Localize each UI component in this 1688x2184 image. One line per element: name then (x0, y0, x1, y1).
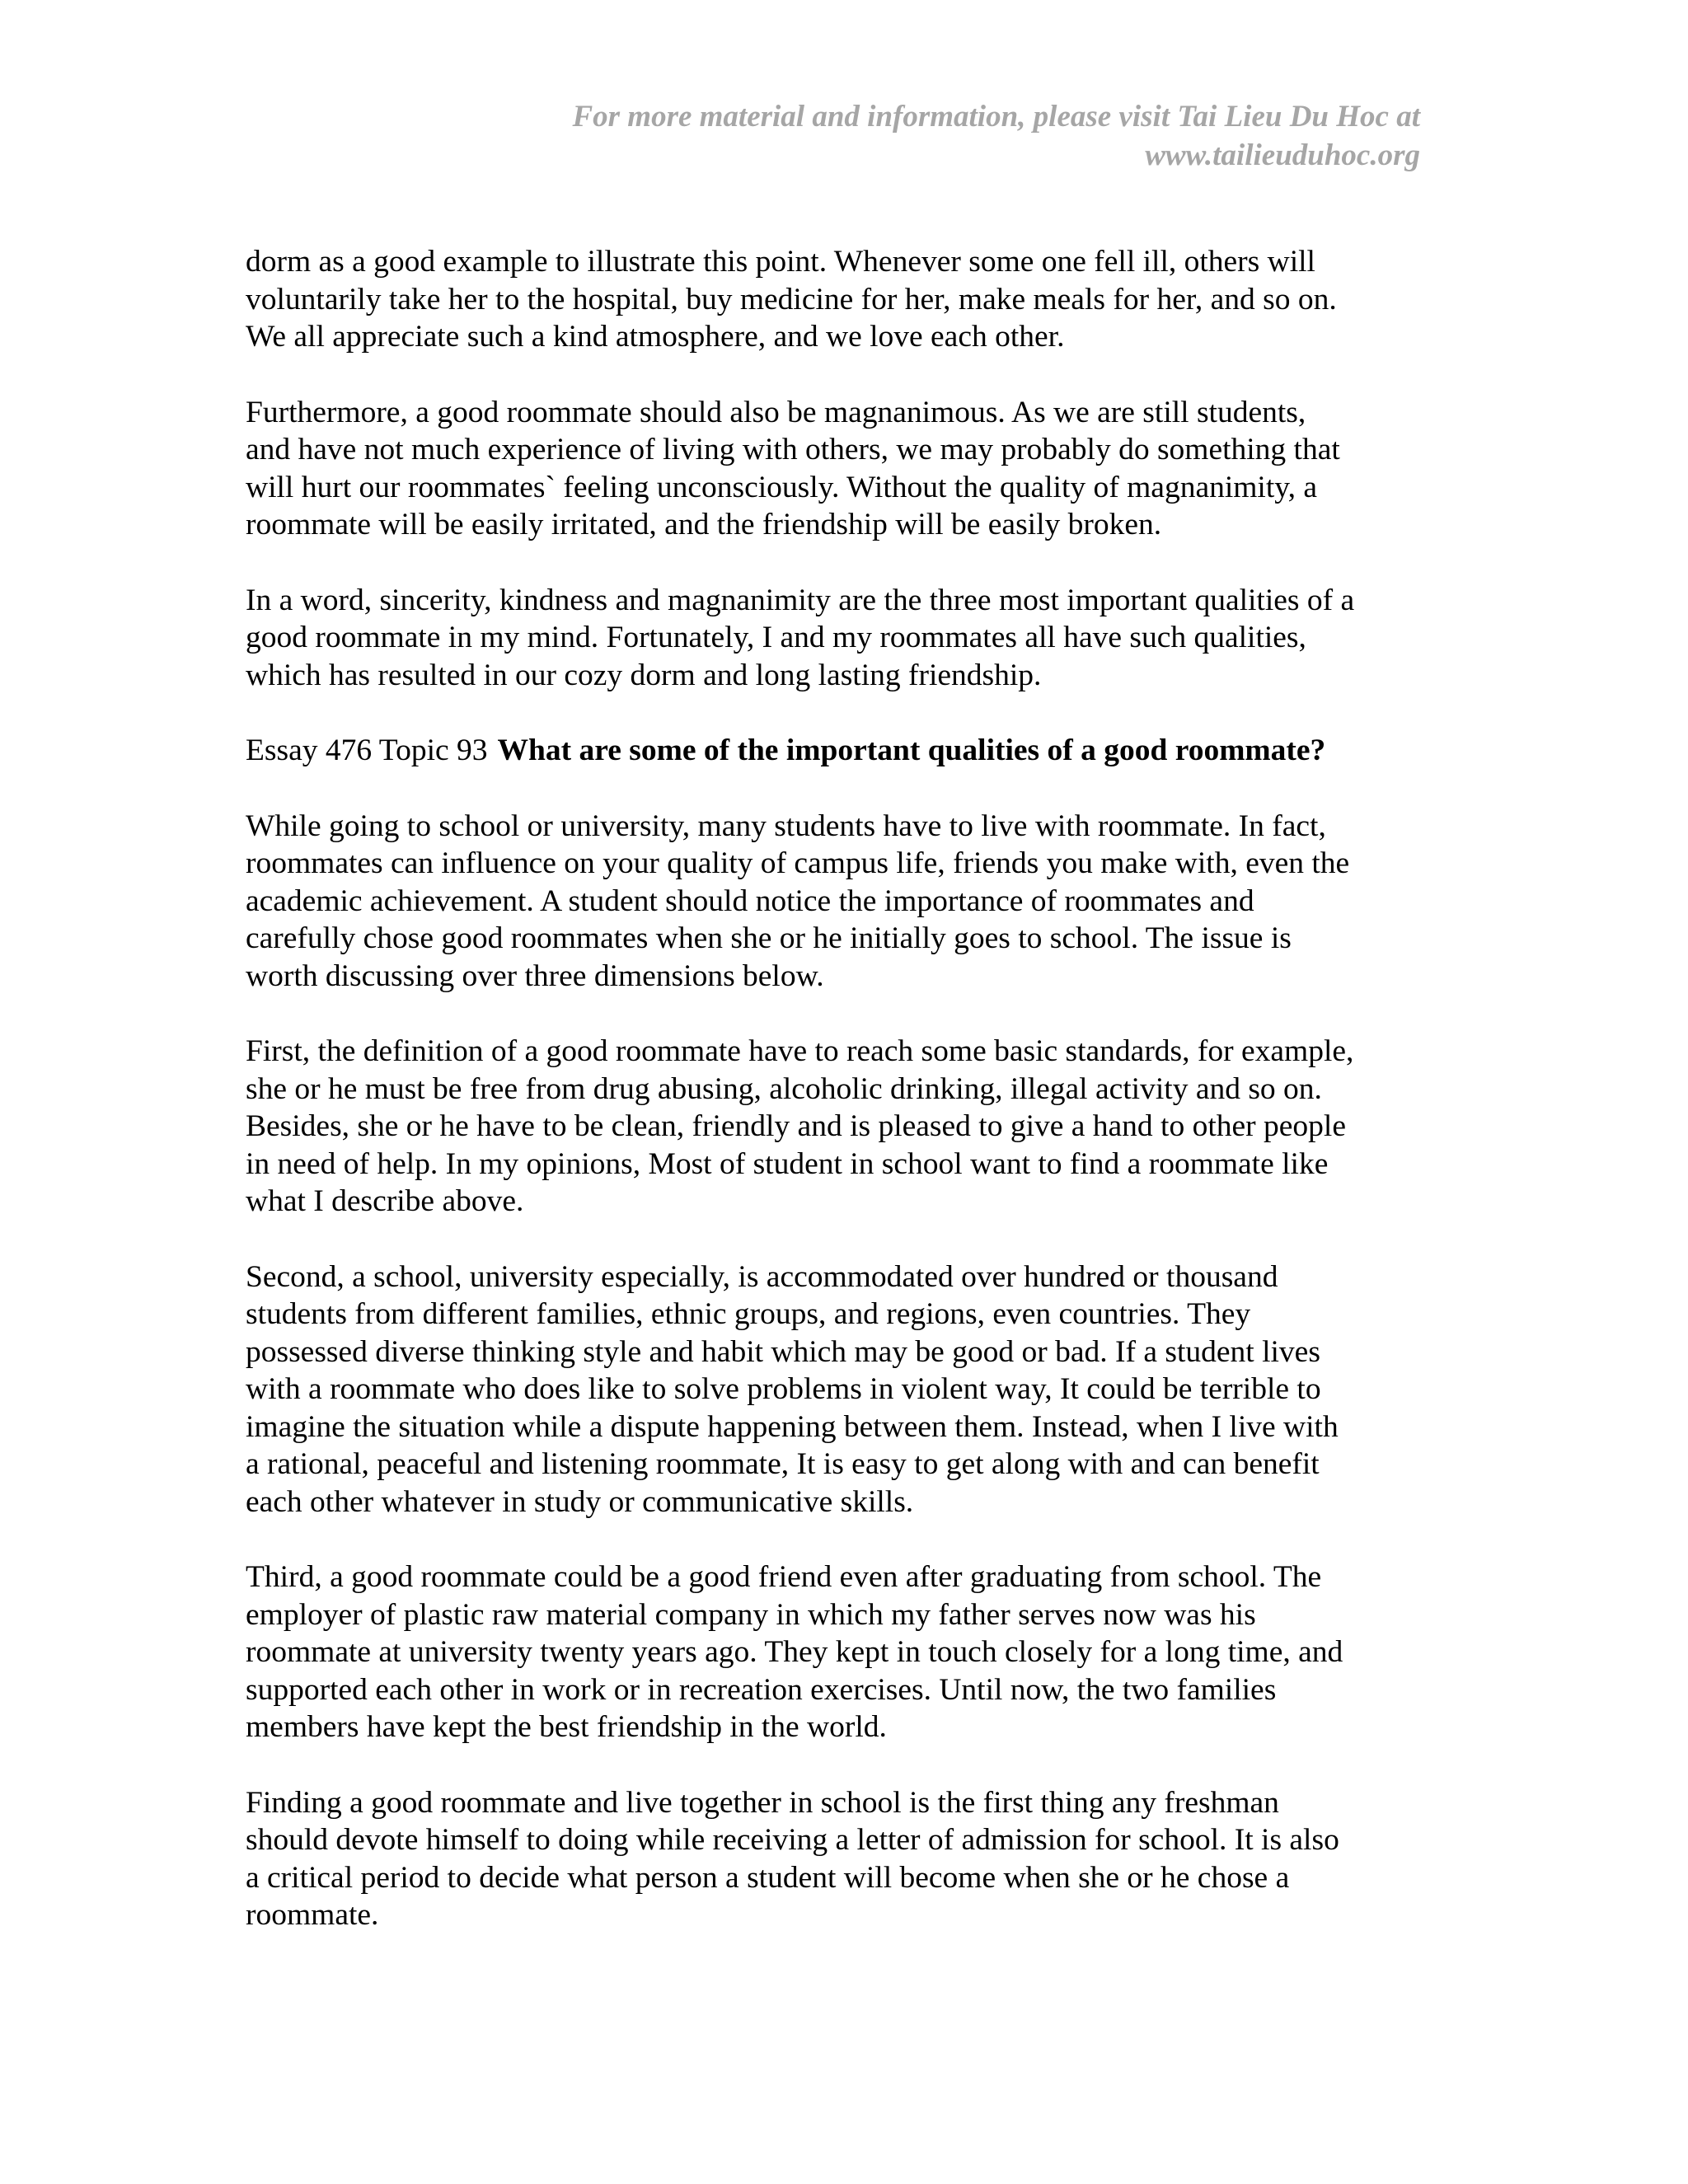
text-line: Second, a school, university especially, is accommodated over hundred or thousand (246, 1259, 1278, 1294)
text-line: in need of help. In my opinions, Most of student in school want to find a roommate like (246, 1146, 1329, 1181)
header-line-1: For more material and information, please visit Tai Lieu Du Hoc at (572, 100, 1420, 134)
text-line: each other whatever in study or communicative skills. (246, 1484, 914, 1519)
text-line: We all appreciate such a kind atmosphere, and we love each other. (246, 320, 1065, 354)
text-line: roommate will be easily irritated, and the friendship will be easily broken. (246, 508, 1162, 541)
paragraph (246, 394, 1432, 544)
text-line: dorm as a good example to illustrate this point. Whenever some one fell ill, others will (246, 245, 1315, 279)
text-line: employer of plastic raw material company in which my father serves now was his (246, 1597, 1256, 1632)
header-notice (349, 97, 1420, 175)
text-line: carefully chose good roommates when she or he initially goes to school. The issue is (246, 921, 1292, 955)
text-line: a critical period to decide what person a student will become when she or he chose a (246, 1860, 1290, 1895)
text-line: roommate at university twenty years ago. They kept in touch closely for a long time, and (246, 1635, 1343, 1669)
text-line: students from different families, ethnic groups, and regions, even countries. They (246, 1297, 1251, 1331)
text-line: she or he must be free from drug abusing, alcoholic drinking, illegal activity and so on. (246, 1071, 1322, 1106)
text-line: good roommate in my mind. Fortunately, I and my roommates all have such qualities, (246, 621, 1306, 654)
paragraph (246, 582, 1432, 695)
document-body (246, 243, 1432, 1972)
text-line: Finding a good roommate and live together in school is the first thing any freshman (246, 1785, 1279, 1820)
text-line: academic achievement. A student should notice the importance of roommates and (246, 883, 1254, 918)
text-line: what I describe above. (246, 1184, 524, 1218)
essay-label: Essay 476 Topic 93 (246, 733, 488, 767)
text-line: will hurt our roommates` feeling unconsciously. Without the quality of magnanimity, a (246, 470, 1317, 504)
text-line: a rational, peaceful and listening roommate, It is easy to get along with and can benefit (246, 1447, 1320, 1481)
paragraph (246, 808, 1432, 996)
paragraph (246, 1784, 1432, 1934)
text-line: Furthermore, a good roommate should also be magnanimous. As we are still students, (246, 395, 1306, 429)
text-line: which has resulted in our cozy dorm and long lasting friendship. (246, 658, 1042, 692)
text-line: worth discussing over three dimensions below. (246, 958, 824, 993)
essay-heading (246, 732, 1432, 770)
header-link[interactable]: www.tailieuduhoc.org (1145, 138, 1420, 172)
text-line: roommate. (246, 1898, 379, 1932)
text-line: First, the definition of a good roommate have to reach some basic standards, for example, (246, 1034, 1354, 1068)
text-line: possessed diverse thinking style and habit which may be good or bad. If a student lives (246, 1334, 1320, 1369)
text-line: supported each other in work or in recreation exercises. Until now, the two families (246, 1672, 1277, 1707)
text-line: members have kept the best friendship in the world. (246, 1710, 887, 1744)
text-line: In a word, sincerity, kindness and magnanimity are the three most important qualities of a (246, 583, 1355, 617)
text-line: imagine the situation while a dispute happening between them. Instead, when I live with (246, 1409, 1339, 1444)
text-line: with a roommate who does like to solve problems in violent way, It could be terrible to (246, 1372, 1321, 1406)
text-line: voluntarily take her to the hospital, buy medicine for her, make meals for her, and so on. (246, 282, 1337, 316)
paragraph (246, 243, 1432, 356)
text-line: roommates can influence on your quality of campus life, friends you make with, even the (246, 846, 1350, 880)
text-line: Besides, she or he have to be clean, friendly and is pleased to give a hand to other people (246, 1109, 1346, 1143)
paragraph (246, 1258, 1432, 1521)
text-line: Third, a good roommate could be a good friend even after graduating from school. The (246, 1560, 1322, 1594)
text-line: should devote himself to doing while receiving a letter of admission for school. It is also (246, 1823, 1339, 1857)
text-line: and have not much experience of living with others, we may probably do something that (246, 433, 1340, 466)
essay-question: What are some of the important qualities of a good roommate? (497, 733, 1326, 767)
paragraph (246, 1558, 1432, 1746)
text-line: While going to school or university, many students have to live with roommate. In fact, (246, 808, 1326, 843)
paragraph (246, 1033, 1432, 1221)
